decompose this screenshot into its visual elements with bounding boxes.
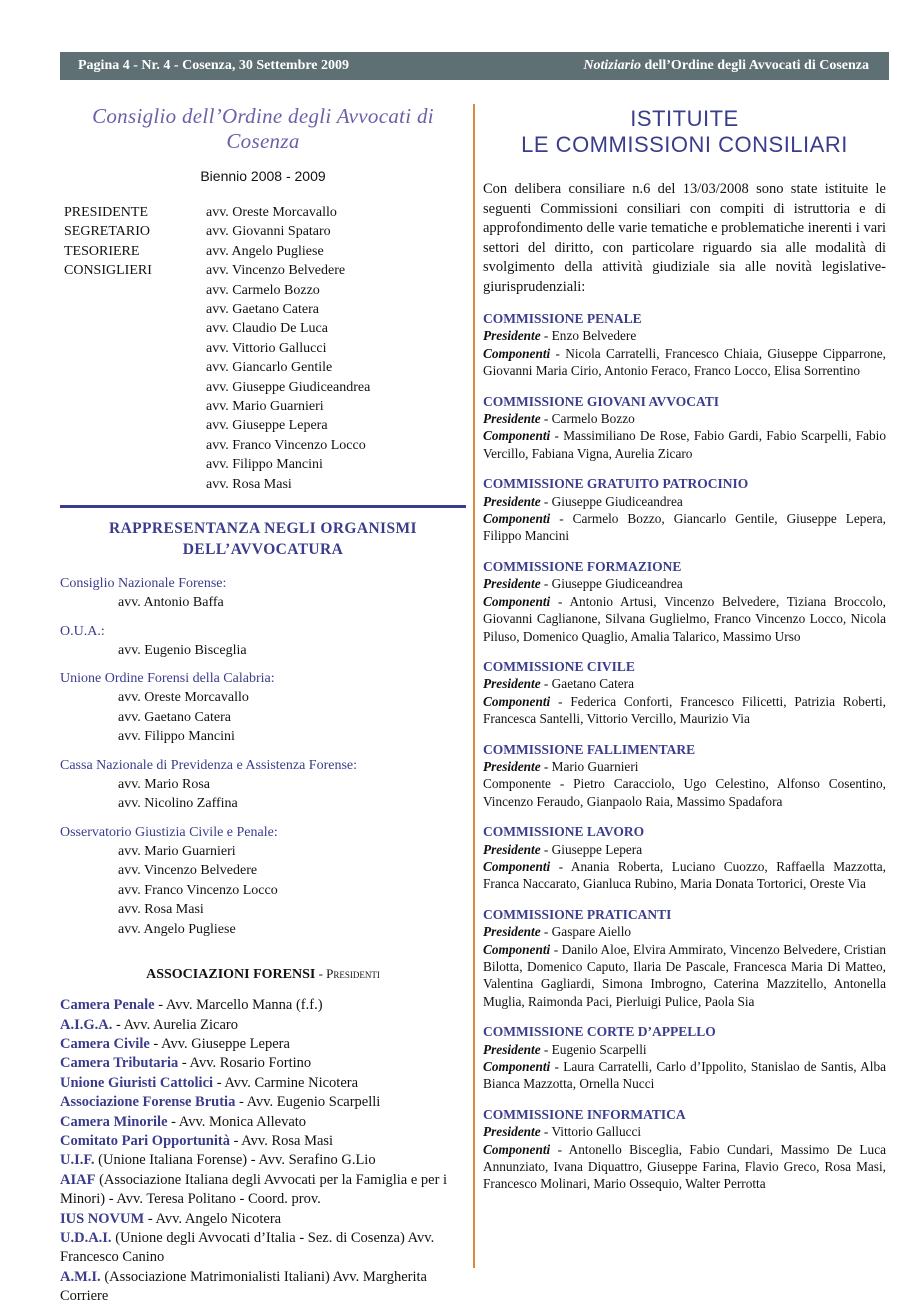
commission-members [483, 1058, 886, 1093]
commission-members [483, 858, 886, 893]
organism-member: avv. Eugenio Bisceglia [118, 642, 247, 658]
council-member-name: avv. Mario Guarnieri [206, 399, 324, 415]
association-president: (Associazione Italiana degli Avvocati per la Famiglia e per i Minori) - Avv. Teresa Politano - Coord. prov. [60, 1171, 448, 1208]
commission-title: COMMISSIONE GIOVANI AVVOCATI [483, 393, 720, 409]
council-role-row [60, 203, 466, 222]
commission-president [483, 1123, 886, 1140]
commissions-list [483, 310, 886, 1193]
commission-members-label: Componenti [483, 941, 551, 957]
association-name: Camera Civile [60, 1035, 150, 1052]
council-member-name: avv. Vittorio Gallucci [206, 340, 327, 356]
association-president: - Avv. Giuseppe Lepera [149, 1035, 290, 1052]
council-member-name: avv. Oreste Morcavallo [206, 205, 337, 220]
association-name: AIAF [60, 1171, 96, 1188]
commission-president-label: Presidente [483, 841, 541, 857]
council-role-row [60, 397, 466, 416]
organism-name: O.U.A.: [60, 623, 105, 639]
council-role-label [60, 339, 206, 358]
commission-members [483, 510, 886, 545]
organism-group [60, 574, 466, 613]
commission-block [483, 310, 886, 380]
commission-members [483, 345, 886, 380]
council-role-row [60, 358, 466, 377]
commission-president-name: - Carmelo Bozzo [540, 411, 635, 427]
council-role-label [60, 378, 206, 397]
commission-president-name: - Vittorio Gallucci [540, 1124, 642, 1140]
commission-block [483, 393, 886, 463]
commission-president [483, 575, 886, 592]
commission-members-names: - Antonello Bisceglia, Fabio Cundari, Massimo De Luca Annunziato, Ivana Diquattro, Giuseppe Farina, Flavio Greco, Rosa Masi, Francesco Molinari, Mario Ossequio, Walter Perrotta [483, 1141, 886, 1192]
commission-members-names: - Anania Roberta, Luciano Cuozzo, Raffaella Mazzotta, Franca Naccarato, Gianluca Rubino, Maria Donata Tortorici, Oreste Via [483, 858, 886, 892]
organism-member: avv. Rosa Masi [118, 902, 204, 918]
association-item [60, 1132, 466, 1151]
rappresentanza-title-line2: DELL’AVVOCATURA [182, 541, 344, 559]
council-roles-list [60, 203, 466, 494]
council-member-name: avv. Giuseppe Giudiceandrea [206, 379, 371, 395]
commission-title: COMMISSIONE CIVILE [483, 658, 635, 674]
council-role-row [60, 281, 466, 300]
header-publication-italic: Notiziario [583, 58, 641, 73]
organism-name: Osservatorio Giustizia Civile e Penale: [60, 824, 278, 840]
association-president: - Avv. Monica Allevato [167, 1113, 307, 1130]
council-member-name: avv. Giuseppe Lepera [206, 418, 328, 434]
commission-members [483, 427, 886, 462]
commission-president [483, 327, 886, 344]
commission-title: COMMISSIONE FALLIMENTARE [483, 741, 696, 757]
association-name: Camera Minorile [60, 1113, 168, 1130]
association-president: - Avv. Rosario Fortino [178, 1055, 312, 1072]
column-divider [473, 104, 475, 1268]
rappresentanza-title-line1: RAPPRESENTANZA NEGLI ORGANISMI [109, 520, 417, 538]
council-role-row [60, 261, 466, 280]
association-name: IUS NOVUM [60, 1210, 145, 1227]
commission-president [483, 493, 886, 510]
commission-title: COMMISSIONE FORMAZIONE [483, 558, 682, 574]
commission-members-label: Componenti [483, 693, 551, 709]
commission-title: COMMISSIONE CORTE D’APPELLO [483, 1024, 716, 1040]
council-role-label [60, 416, 206, 435]
council-role-label [60, 455, 206, 474]
council-role-label [60, 300, 206, 319]
commission-members [483, 1141, 886, 1193]
association-name: Associazione Forense Brutia [60, 1094, 236, 1111]
commission-president-name: - Gaetano Catera [540, 676, 635, 692]
organism-member: avv. Gaetano Catera [118, 709, 231, 725]
organism-member: avv. Mario Rosa [118, 776, 211, 792]
organism-member: avv. Angelo Pugliese [118, 921, 236, 937]
commission-block [483, 1023, 886, 1093]
header-publication [583, 58, 869, 74]
organism-name: Consiglio Nazionale Forense: [60, 576, 227, 592]
commission-block [483, 658, 886, 728]
association-name: U.I.F. [60, 1152, 95, 1169]
commission-president-label: Presidente [483, 1041, 541, 1057]
commission-president-label: Presidente [483, 1124, 541, 1140]
association-item [60, 1268, 466, 1307]
association-item [60, 1093, 466, 1112]
association-name: Camera Penale [60, 997, 155, 1014]
organism-name: Unione Ordine Forensi della Calabria: [60, 671, 275, 687]
association-name: A.I.G.A. [60, 1016, 113, 1033]
commission-title: COMMISSIONE GRATUITO PATROCINIO [483, 476, 749, 492]
right-column [483, 104, 886, 1193]
association-name: Unione Giuristi Cattolici [60, 1074, 214, 1091]
commission-members-label: Componenti [483, 511, 551, 527]
commission-members [483, 775, 886, 810]
commission-title: COMMISSIONE LAVORO [483, 824, 645, 840]
council-role-label [60, 319, 206, 338]
council-role-row [60, 378, 466, 397]
association-president: (Associazione Matrimonialisti Italiani) Avv. Margherita Corriere [60, 1268, 427, 1305]
council-role-row [60, 475, 466, 494]
association-item [60, 1171, 466, 1210]
council-role-label: PRESIDENTE [64, 205, 148, 220]
article-title-line1: ISTITUITE [630, 106, 739, 131]
association-president: (Unione degli Avvocati d’Italia - Sez. di Cosenza) Avv. Francesco Canino [60, 1229, 435, 1266]
council-member-name: avv. Filippo Mancini [206, 457, 323, 473]
association-name: A.M.I. [60, 1268, 101, 1285]
commission-president-name: - Giuseppe Lepera [540, 841, 643, 857]
commission-president [483, 675, 886, 692]
association-name: U.D.A.I. [60, 1229, 112, 1246]
council-member-name: avv. Gaetano Catera [206, 302, 319, 318]
council-member-name: avv. Franco Vincenzo Locco [206, 437, 366, 453]
commission-members-label: Componenti [483, 345, 551, 361]
association-item [60, 1035, 466, 1054]
association-president: - Avv. Marcello Manna (f.f.) [154, 997, 323, 1014]
council-member-name: avv. Carmelo Bozzo [206, 282, 320, 298]
commission-members-names: - Carmelo Bozzo, Giancarlo Gentile, Giuseppe Lepera, Filippo Mancini [483, 511, 886, 544]
council-role-label: CONSIGLIERI [64, 263, 152, 279]
article-title-line2: LE COMMISSIONI CONSILIARI [521, 132, 848, 157]
page-header [60, 52, 889, 80]
association-item [60, 1151, 466, 1170]
association-item [60, 1229, 466, 1268]
association-president: - Avv. Aurelia Zicaro [112, 1016, 238, 1033]
organism-group [60, 756, 466, 814]
commission-president [483, 841, 886, 858]
commission-members-names: - Massimiliano De Rose, Fabio Gardi, Fabio Scarpelli, Fabio Vercillo, Fabiana Vigna, Aurelia Zicaro [483, 428, 886, 461]
associazioni-title-main: ASSOCIAZIONI FORENSI [146, 967, 316, 983]
organism-group [60, 669, 466, 747]
council-role-row [60, 222, 466, 241]
council-role-label [60, 436, 206, 455]
commission-members-names: Componente - Pietro Caracciolo, Ugo Celestino, Alfonso Cosentino, Vincenzo Feraudo, Gianpaolo Raia, Massimo Spadafora [483, 776, 886, 809]
commission-president-label: Presidente [483, 411, 541, 427]
associazioni-title-suffix: - Presidenti [315, 966, 380, 982]
council-role-label [60, 397, 206, 416]
left-column [60, 104, 466, 1307]
header-issue-info: Pagina 4 - Nr. 4 - Cosenza, 30 Settembre 2009 [78, 58, 350, 73]
section-separator [60, 505, 466, 508]
commission-members-names: - Nicola Carratelli, Francesco Chiaia, Giuseppe Cipparrone, Giovanni Maria Cirio, Antonio Feraco, Franco Locco, Elisa Sorrentino [483, 345, 886, 379]
council-role-row [60, 416, 466, 435]
association-item [60, 1113, 466, 1132]
association-president: - Avv. Angelo Nicotera [144, 1210, 282, 1227]
commission-president-name: - Giuseppe Giudiceandrea [540, 493, 683, 509]
commission-block [483, 823, 886, 893]
commission-members [483, 941, 886, 1011]
organism-member: avv. Oreste Morcavallo [118, 690, 249, 706]
council-role-row [60, 455, 466, 474]
commission-president-name: - Enzo Belvedere [540, 328, 637, 344]
commission-president-label: Presidente [483, 676, 541, 692]
council-title: Consiglio dell’Ordine degli Avvocati di Cosenza [92, 104, 434, 153]
council-member-name: avv. Giancarlo Gentile [206, 360, 333, 376]
council-role-row [60, 300, 466, 319]
council-role-row [60, 436, 466, 455]
commission-block [483, 906, 886, 1010]
association-president: - Avv. Carmine Nicotera [213, 1074, 359, 1091]
commission-president-label: Presidente [483, 758, 541, 774]
commission-block [483, 741, 886, 811]
association-president: - Avv. Rosa Masi [229, 1132, 334, 1149]
commission-president [483, 410, 886, 427]
council-role-label [60, 475, 206, 494]
associazioni-title [60, 966, 466, 983]
association-item [60, 1210, 466, 1229]
commission-president-label: Presidente [483, 493, 541, 509]
association-president: (Unione Italiana Forense) - Avv. Serafino G.Lio [94, 1152, 376, 1169]
commission-members-names: - Danilo Aloe, Elvira Ammirato, Vincenzo Belvedere, Cristian Bilotta, Domenico Caputo, Ilaria De Pascale, Francesca Maria Di Matteo, Valentina Gagliardi, Simona Imbrogno, Caterina Mazzitello, Antonella Muglia, Raimonda Paci, Pierluigi Pulice, Paola Sia [483, 941, 886, 1009]
council-biennio: Biennio 2008 - 2009 [200, 168, 326, 184]
council-role-label: SEGRETARIO [64, 224, 150, 240]
association-item [60, 1074, 466, 1093]
organism-group [60, 823, 466, 940]
council-member-name: avv. Claudio De Luca [206, 321, 328, 337]
association-name: Comitato Pari Opportunità [60, 1132, 230, 1149]
commission-members [483, 693, 886, 728]
header-publication-rest: dell’Ordine degli Avvocati di Cosenza [640, 58, 869, 73]
council-role-row [60, 339, 466, 358]
commission-president [483, 1041, 886, 1058]
association-name: Camera Tributaria [60, 1055, 179, 1072]
article-title [483, 106, 886, 158]
organism-member: avv. Nicolino Zaffina [118, 796, 238, 812]
commission-members-label: Componenti [483, 1141, 551, 1157]
association-item [60, 996, 466, 1015]
commission-members-label: Componenti [483, 428, 551, 444]
organism-member: avv. Filippo Mancini [118, 729, 235, 745]
council-member-name: avv. Rosa Masi [206, 476, 292, 492]
commission-president-label: Presidente [483, 328, 541, 344]
commission-members-label: Componenti [483, 858, 551, 874]
association-president: - Avv. Eugenio Scarpelli [235, 1094, 381, 1111]
commission-president-label: Presidente [483, 924, 541, 940]
organism-member: avv. Franco Vincenzo Locco [118, 882, 278, 898]
article-intro: Con delibera consiliare n.6 del 13/03/2008 sono state istituite le seguenti Commissioni consiliari con compiti di istruttoria e di approfondimento delle varie tematiche e problematiche inerenti i vari settori del diritto, con particolare riguardo sia alle modalità di svolgimento della attività giudiziale sia alle novità legislative-giurisprudenziali: [483, 181, 886, 295]
association-item [60, 1054, 466, 1073]
organism-member: avv. Vincenzo Belvedere [118, 863, 258, 879]
organism-group [60, 622, 466, 661]
commission-president-name: - Giuseppe Giudiceandrea [540, 576, 683, 592]
council-role-row [60, 319, 466, 338]
council-role-label: TESORIERE [64, 243, 140, 259]
commission-president-name: - Mario Guarnieri [540, 758, 639, 774]
commission-block [483, 558, 886, 645]
council-role-row [60, 242, 466, 261]
commission-president-label: Presidente [483, 576, 541, 592]
council-role-label [60, 281, 206, 300]
commission-members-label: Componenti [483, 593, 551, 609]
commission-title: COMMISSIONE PENALE [483, 311, 642, 326]
council-member-name: avv. Giovanni Spataro [206, 224, 331, 240]
council-member-name: avv. Vincenzo Belvedere [206, 263, 346, 279]
commission-members [483, 593, 886, 645]
organism-name: Cassa Nazionale di Previdenza e Assistenza Forense: [60, 757, 358, 773]
commission-members-names: - Antonio Artusi, Vincenzo Belvedere, Tiziana Broccolo, Giovanni Caglianone, Silvana Guglielmo, Franco Vincenzo Locco, Nicola Piluso, Domenico Quaglio, Amalia Talarico, Massimo Urso [483, 593, 886, 644]
commission-president-name: - Gaspare Aiello [540, 924, 632, 940]
commission-president [483, 758, 886, 775]
commission-block [483, 475, 886, 545]
commission-president [483, 923, 886, 940]
commission-block [483, 1106, 886, 1193]
commission-members-names: - Federica Conforti, Francesco Filicetti, Patrizia Roberti, Francesca Santelli, Vittorio Vercillo, Maurizio Via [483, 693, 886, 727]
organism-member: avv. Mario Guarnieri [118, 843, 236, 859]
organisms-list [60, 574, 466, 939]
rappresentanza-title [60, 518, 466, 560]
associazioni-list [60, 996, 466, 1307]
commission-title: COMMISSIONE INFORMATICA [483, 1106, 686, 1122]
commission-members-names: - Laura Carratelli, Carlo d’Ippolito, Stanislao de Santis, Alba Bianca Mazzotta, Ornella Nucci [483, 1059, 886, 1092]
council-member-name: avv. Angelo Pugliese [206, 243, 324, 259]
council-role-label [60, 358, 206, 377]
commission-title: COMMISSIONE PRATICANTI [483, 906, 672, 922]
organism-member: avv. Antonio Baffa [118, 595, 224, 611]
commission-members-label: Componenti [483, 1059, 551, 1075]
association-item [60, 1016, 466, 1035]
commission-president-name: - Eugenio Scarpelli [540, 1041, 647, 1057]
